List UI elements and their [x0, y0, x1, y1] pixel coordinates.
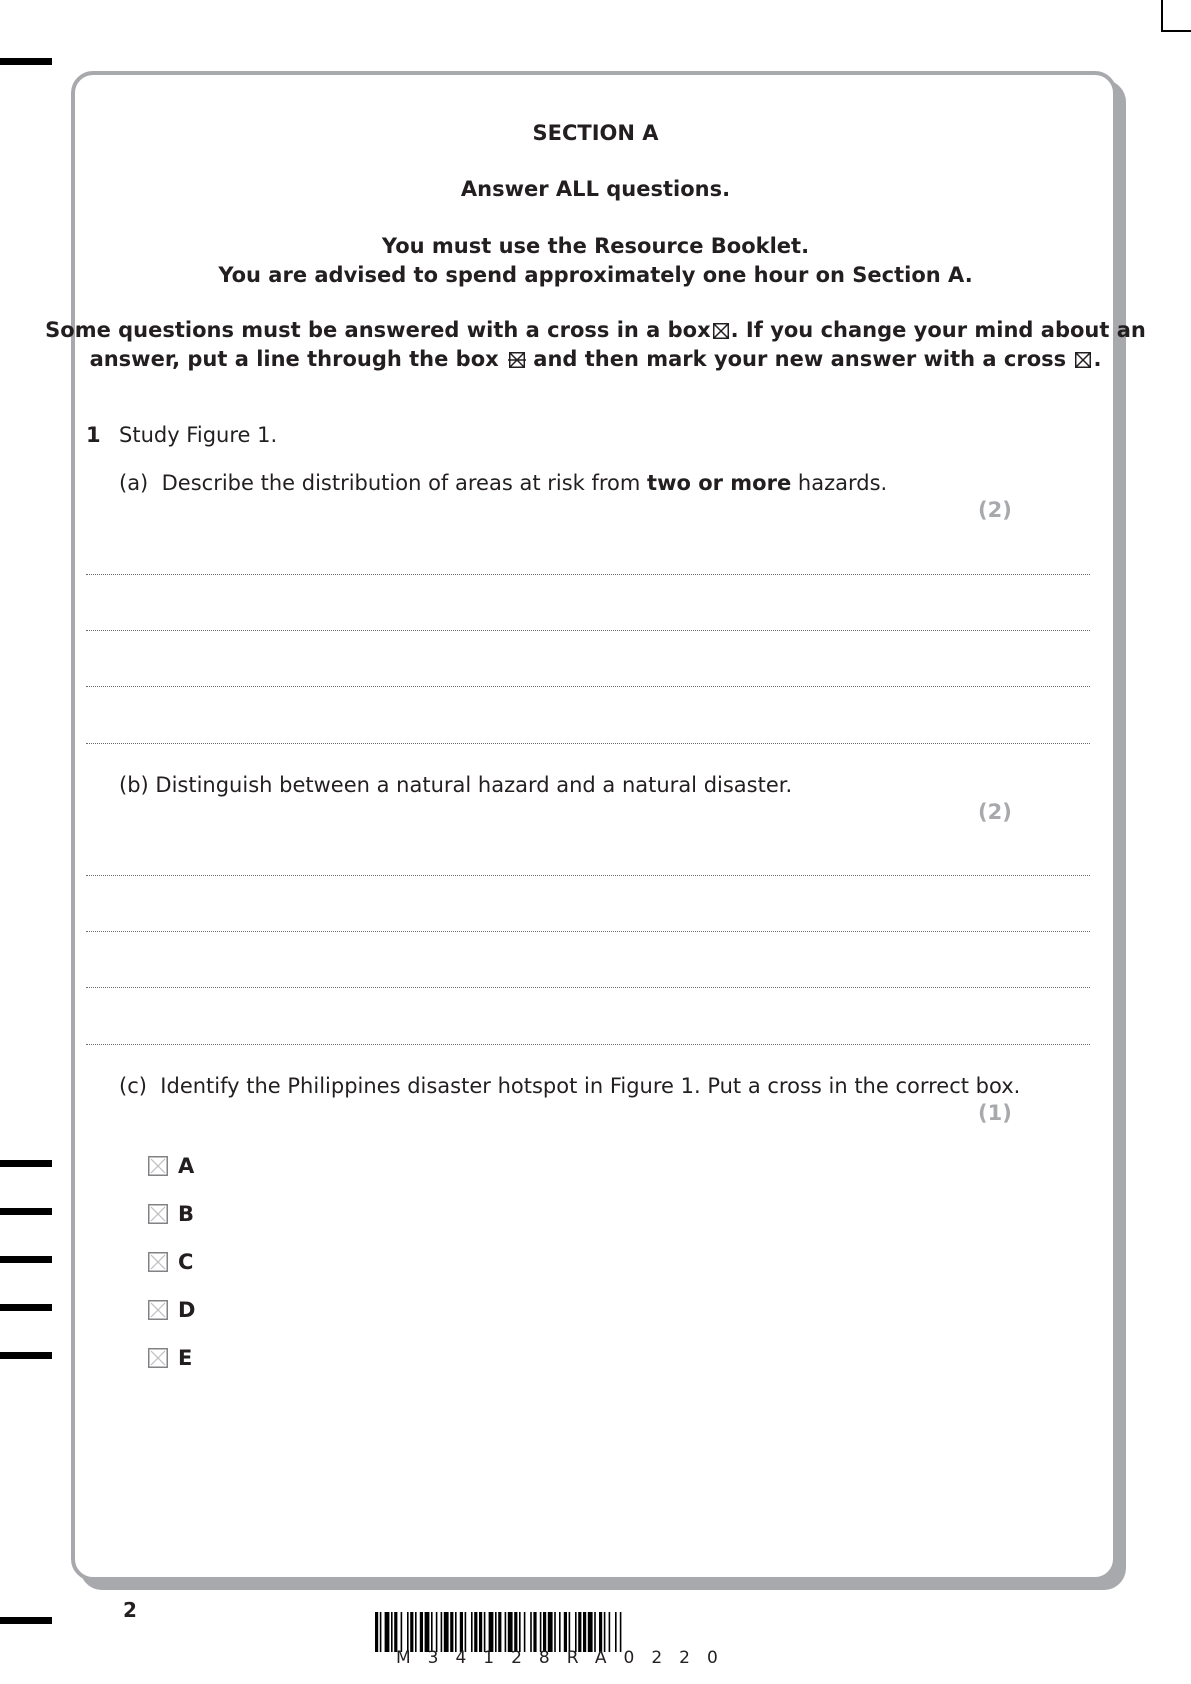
instruction-answer-all: Answer ALL questions.: [460, 177, 731, 201]
part-c-prompt: [119, 1074, 1020, 1098]
barcode-bar: [588, 1612, 593, 1652]
barcode-bar: [533, 1612, 536, 1652]
barcode-bar: [489, 1612, 494, 1652]
part-b-prompt: [119, 773, 792, 797]
section-title: SECTION A: [532, 121, 659, 145]
answer-line[interactable]: [86, 931, 1090, 932]
instruction-resource-line: You must use the Resource Booklet.: [381, 234, 810, 258]
barcode-text: M34128RA0220: [396, 1648, 735, 1668]
barcode-bar: [524, 1612, 526, 1652]
part-b-text: Distinguish between a natural hazard and a natural disaster.: [155, 773, 793, 797]
part-a-prompt: [119, 471, 887, 495]
answer-line[interactable]: [86, 987, 1090, 988]
barcode: [375, 1612, 827, 1652]
checkbox-icon[interactable]: [148, 1300, 168, 1325]
barcode-bar: [594, 1612, 596, 1652]
barcode-bar: [609, 1612, 611, 1652]
barcode-bar: [431, 1612, 433, 1652]
barcode-bar: [484, 1612, 486, 1652]
barcode-bar: [530, 1612, 532, 1652]
margin-mark: [0, 1160, 52, 1167]
barcode-bar: [375, 1612, 378, 1652]
part-b-marks: (2): [978, 800, 1012, 824]
barcode-bar: [519, 1612, 521, 1652]
struck-box-icon: [508, 352, 524, 368]
barcode-bar: [425, 1612, 430, 1652]
question-stem: Study Figure 1.: [119, 423, 278, 447]
barcode-bar: [474, 1612, 477, 1652]
barcode-bar: [415, 1612, 417, 1652]
barcode-bar: [554, 1612, 556, 1652]
barcode-bar: [508, 1612, 513, 1652]
cross-instructions-line-2: [0, 345, 1191, 374]
barcode-bar: [505, 1612, 507, 1652]
barcode-bar: [444, 1612, 449, 1652]
margin-mark: [0, 1617, 52, 1624]
barcode-bar: [540, 1612, 542, 1652]
part-b-label: (b): [119, 773, 149, 797]
part-a-marks: (2): [978, 498, 1012, 522]
barcode-bar: [380, 1612, 382, 1652]
barcode-bar: [450, 1612, 453, 1652]
checkbox-icon[interactable]: [148, 1156, 168, 1181]
part-c-text: Identify the Philippines disaster hotspot in Figure 1. Put a cross in the correct box.: [160, 1074, 1021, 1098]
barcode-bar: [407, 1612, 409, 1652]
barcode-bar: [564, 1612, 567, 1652]
crop-mark: [1161, 30, 1191, 32]
checkbox-icon[interactable]: [148, 1204, 168, 1229]
barcode-bar: [410, 1612, 413, 1652]
barcode-bar: [394, 1612, 397, 1652]
margin-mark: [0, 1304, 52, 1311]
part-a-text-end: hazards.: [797, 471, 888, 495]
cross-note-text: answer, put a line through the box: [89, 347, 499, 371]
answer-line[interactable]: [86, 574, 1090, 575]
option-label: E: [178, 1346, 193, 1370]
cross-instructions: [0, 316, 1191, 374]
answer-line[interactable]: [86, 630, 1090, 631]
instruction-time-line: You are advised to spend approximately one hour on Section A.: [218, 263, 973, 287]
crop-mark: [1161, 0, 1163, 30]
crossed-box-icon: [1075, 352, 1091, 368]
option-label: A: [178, 1154, 195, 1178]
part-a-emphasis: two or more: [647, 471, 792, 495]
barcode-bar: [543, 1612, 546, 1652]
barcode-bar: [559, 1612, 561, 1652]
barcode-bar: [460, 1612, 463, 1652]
barcode-bar: [575, 1612, 577, 1652]
barcode-bar: [604, 1612, 606, 1652]
part-a-text: Describe the distribution of areas at risk from: [161, 471, 641, 495]
barcode-bar: [548, 1612, 553, 1652]
checkbox-icon[interactable]: [148, 1252, 168, 1277]
part-a-label: (a): [119, 471, 149, 495]
barcode-bar: [441, 1612, 443, 1652]
answer-line[interactable]: [86, 686, 1090, 687]
barcode-bar: [471, 1612, 473, 1652]
barcode-bar: [615, 1612, 617, 1652]
margin-mark: [0, 58, 52, 65]
barcode-bar: [578, 1612, 581, 1652]
cross-note-text: . If you change your mind about an: [730, 318, 1146, 342]
option-label: C: [178, 1250, 194, 1274]
margin-mark: [0, 1208, 52, 1215]
checkbox-icon[interactable]: [148, 1348, 168, 1373]
barcode-bar: [436, 1612, 438, 1652]
answer-line[interactable]: [86, 743, 1090, 744]
option-label: D: [178, 1298, 196, 1322]
barcode-bar: [583, 1612, 586, 1652]
margin-mark: [0, 1352, 52, 1359]
barcode-bar: [420, 1612, 423, 1652]
answer-line[interactable]: [86, 875, 1090, 876]
margin-mark: [0, 1256, 52, 1263]
barcode-bar: [495, 1612, 497, 1652]
part-c-marks: (1): [978, 1101, 1012, 1125]
answer-line[interactable]: [86, 1044, 1090, 1045]
barcode-bar: [514, 1612, 517, 1652]
crossed-box-icon: [713, 323, 729, 339]
cross-note-text: Some questions must be answered with a cross in a box: [45, 318, 711, 342]
option-label: B: [178, 1202, 195, 1226]
barcode-bar: [569, 1612, 571, 1652]
barcode-bar: [401, 1612, 403, 1652]
part-c-label: (c): [119, 1074, 147, 1098]
barcode-bar: [465, 1612, 467, 1652]
cross-note-text: .: [1093, 347, 1102, 371]
barcode-bar: [498, 1612, 501, 1652]
page-number: 2: [123, 1598, 137, 1622]
barcode-bar: [620, 1612, 622, 1652]
question-number: 1: [86, 423, 101, 447]
instruction-resource: [0, 232, 1191, 290]
cross-note-text: and then mark your new answer with a cross: [533, 347, 1067, 371]
barcode-bar: [391, 1612, 393, 1652]
barcode-bar: [479, 1612, 482, 1652]
cross-instructions-line-1: [0, 316, 1191, 345]
barcode-bar: [385, 1612, 390, 1652]
question-panel: [71, 71, 1117, 1581]
barcode-bar: [599, 1612, 602, 1652]
barcode-bar: [455, 1612, 457, 1652]
